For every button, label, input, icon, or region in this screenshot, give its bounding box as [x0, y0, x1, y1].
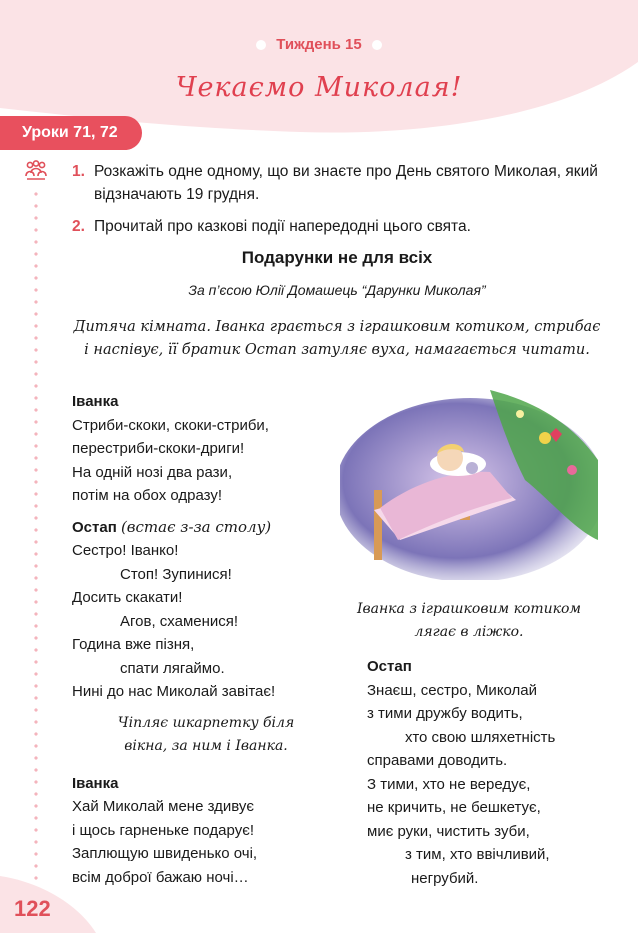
- verse-line: хто свою шляхетність: [405, 728, 556, 746]
- verse-line: справами доводить.: [367, 752, 508, 769]
- task-1: [72, 160, 602, 206]
- lessons-tab: Уроки 71, 72: [0, 116, 142, 150]
- verse-line: з тими дружбу водить,: [367, 705, 523, 722]
- task-text: Прочитай про казкові події напередодні цього свята.: [94, 218, 471, 235]
- role-name: Остап: [367, 658, 412, 675]
- verse-line: Хай Миколай мене здивує: [72, 798, 255, 815]
- story-title: Подарунки не для всіх: [241, 248, 433, 267]
- verse-line: З тими, хто не вередує,: [367, 775, 531, 793]
- role-line: [72, 516, 340, 540]
- verse-line: потім на обох одразу!: [72, 487, 223, 504]
- task-number: 2.: [72, 218, 85, 235]
- verse-line: Година вже пізня,: [72, 636, 195, 653]
- illustration-caption: Іванка з іграшковим котиком лягає в ліжко.: [356, 601, 582, 640]
- verse-line: Досить скакати!: [72, 589, 183, 606]
- verse-line: На одній нозі два рази,: [72, 463, 233, 481]
- page-number: 122: [14, 896, 51, 921]
- verse-line: перестриби-скоки-дриги!: [72, 440, 245, 457]
- task-2: [72, 215, 602, 239]
- verse-line: Заплющую швиденько очі,: [72, 845, 258, 862]
- right-column: [367, 655, 607, 890]
- stage-direction: Чіпляє шкарпетку біля вікна, за ним і Іванка.: [117, 714, 295, 754]
- verse-line: Стоп! Зупинися!: [120, 565, 232, 583]
- verse-line: Знаєш, сестро, Миколай: [367, 681, 538, 699]
- verse-line: миє руки, чистить зуби,: [367, 822, 530, 840]
- group-of-people-icon: [24, 158, 48, 182]
- page-title: Чекаємо Миколая!: [175, 72, 463, 103]
- verse-line: і щось гарненьке подарує!: [72, 821, 255, 839]
- role-note: (встає з-за столу): [120, 517, 272, 536]
- verse-line: всім доброї бажаю ночі…: [72, 868, 249, 886]
- verse-line: Агов, схаменися!: [120, 612, 239, 630]
- role-name: Іванка: [72, 393, 119, 410]
- role-name: Іванка: [72, 774, 119, 792]
- task-number: 1.: [72, 163, 85, 180]
- verse-line: Стриби-скоки, скоки-стриби,: [72, 416, 269, 434]
- verse-line: Нині до нас Миколай завітає!: [72, 683, 276, 700]
- role-name: Остап: [72, 518, 117, 536]
- dot-icon: [256, 40, 266, 50]
- dotted-margin-line: [34, 188, 38, 888]
- verse-line: Сестро! Іванко!: [72, 542, 179, 559]
- dot-icon: [372, 40, 382, 50]
- illustration-girl-in-bed: [340, 390, 598, 580]
- story-source: За п’єсою Юлії Домашець “Дарунки Миколая”: [188, 282, 486, 298]
- left-column: [72, 390, 340, 889]
- verse-line: з тим, хто ввічливий,: [405, 846, 550, 863]
- week-header: [0, 36, 638, 53]
- task-text: Розкажіть одне одному, що ви знаєте про День святого Миколая, який відзначають 19 грудня.: [94, 163, 598, 203]
- verse-line: спати лягаймо.: [120, 659, 225, 677]
- verse-line: негрубий.: [411, 869, 479, 887]
- verse-line: не кричить, не бешкетує,: [367, 799, 541, 816]
- week-label: Тиждень 15: [276, 36, 362, 53]
- stage-direction-intro: Дитяча кімната. Іванка грається з іграшковим котиком, стрибає і наспівує, її братик Остап затуляє вуха, намагається читати.: [73, 319, 601, 358]
